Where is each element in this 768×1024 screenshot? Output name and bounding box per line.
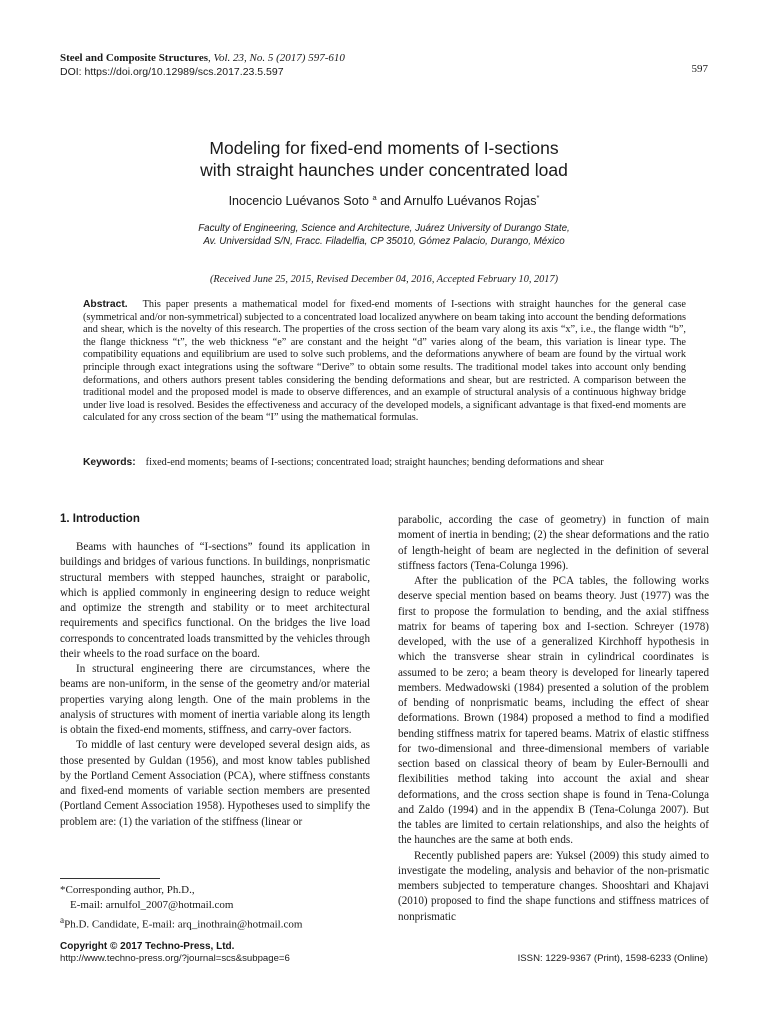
page-number: 597 xyxy=(691,63,708,75)
footnote-divider xyxy=(60,878,160,879)
abstract-text: This paper presents a mathematical model for fixed-end moments of I-sections with straight haunches for the general case (symmetrical and/or non-symmetrical) subjected to a concentrated load localized anywhere on beam taking into account the bending deformations and shear, which is the novelty of this research. The properties of the cross section of the beam vary along its axis “x”, i.e., the flange width “b”, the flange thickness “t”, the web thickness “e” are constant and the height “d” varies along of the beam, this variation is linear type. The compatibility equations and equilibrium are used to solve such problems, and the deformations anywhere of beam are found by the virtual work principle through exact integrations using the software “Derive” to obtain some results. The traditional model takes into account only bending deformations, and others authors present tables considering the bending deformations and shear, but are restricted. A comparison between the traditional model and the proposed model is made to observe differences, and an example of structural analysis of a continuous highway bridge under live load is resolved. Besides the effectiveness and accuracy of the developed models, a significant advantage is that fixed-end moments are calculated for any cross section of the beam “I” using the mathematical formulas. xyxy=(83,299,687,424)
received-dates: (Received June 25, 2015, Revised December 04, 2016, Accepted February 10, 2017) xyxy=(209,274,559,285)
paragraph: Beams with haunches of “I-sections” found its application in buildings and bridges of various functions. In buildings, nonprismatic structural members with stepped haunches, straight or parabolic, which is applied commonly in engineering design to reduce weight and optimize the strength and stability or to meet architectural requirements and specifics functional. On the bridges the live load corresponds to concentrated loads transmitted by the vehicles through their wheels to the road surface on the board. xyxy=(60,541,370,660)
right-column xyxy=(398,513,709,925)
author-2: Arnulfo Luévanos Rojas xyxy=(403,194,537,209)
author-conjunction: and xyxy=(380,194,401,209)
paragraph: Recently published papers are: Yuksel (2009) this study aimed to investigate the modeling, analysis and behavior of the non-prismatic members subjected to temperature changes. Shooshtari and Khajavi (2010) proposed to find the shape functions and stiffness matrices of nonprismatic xyxy=(398,849,709,923)
affiliation-line-1: Faculty of Engineering, Science and Architecture, Juárez University of Durango State, xyxy=(198,223,570,234)
paragraph: After the publication of the PCA tables, the following works deserve special mention based on beams theory. Just (1977) was the first to propose the formulation to bending, and the axial stiffness matrix for beams of tapering box and I-section. Schreyer (1978) developed, with the use of a generalized Kirchhoff hypothesis in which the transverse shear strain in cylindrical coordinates is assumed to be zero; a beam theory is developed for linearly tapered members. Medwadowski (1984) presented a solution of the problem of bending of nonprismatic beams, including the effect of shear deformations. Brown (1984) proposed a method to find a modified bending stiffness matrix for tapered beams. Matrix of elastic stiffness for two-dimensional and three-dimensional members of variable section based on classical theory of beam by Euler-Bernoulli and flexibilities method taking into account the axial and shear deformations, and the cross section shape is found in Tena-Colunga and Zaldo (1994) and in the appendix B (Tena-Colunga 2007). But the tables are limited to certain relationships, and also the heights of the haunches are the same at both ends. xyxy=(398,575,709,847)
title-line-1: Modeling for fixed-end moments of I-sections xyxy=(209,138,559,158)
footnote-candidate: Ph.D. Candidate, E-mail: arq_inothrain@hotmail.com xyxy=(64,918,303,931)
paragraph: In structural engineering there are circumstances, where the beams are non-uniform, in the sense of the geometry and/or material properties varying along length. One of the main problems in the analysis of structures with moment of inertia variable along its length is obtain the fixed-end moments, stiffness, and carry-over factors. xyxy=(60,663,370,736)
doi-link[interactable]: DOI: https://doi.org/10.12989/scs.2017.23.5.597 xyxy=(60,66,284,78)
paper-title xyxy=(0,137,768,181)
author-1: Inocencio Luévanos Soto xyxy=(228,194,369,209)
affiliation-line-2: Av. Universidad S/N, Fracc. Filadelfia, CP 35010, Gómez Palacio, Durango, México xyxy=(203,236,565,247)
keywords-text: fixed-end moments; beams of I-sections; concentrated load; straight haunches; bending deformations and shear xyxy=(145,457,604,468)
author-list xyxy=(0,193,768,208)
paragraph: parabolic, according the case of geometry) in function of main moment of inertia in bending; (2) the shear deformations and the ratio of length-height of beam are neglected in the definition of several stiffness factors (Tena-Colunga 1996). xyxy=(398,514,709,572)
journal-name: Steel and Composite Structures xyxy=(60,52,208,64)
copyright: Copyright © 2017 Techno-Press, Ltd. xyxy=(60,941,235,952)
left-column xyxy=(60,540,370,830)
keywords-label: Keywords: xyxy=(83,457,136,468)
abstract xyxy=(83,299,686,425)
volume-info: , Vol. 23, No. 5 (2017) 597-610 xyxy=(207,52,345,64)
footnote-candidate-line xyxy=(60,913,302,933)
author-1-marker: a xyxy=(372,193,377,202)
title-line-2: with straight haunches under concentrated load xyxy=(200,160,568,180)
author-2-marker: * xyxy=(536,193,540,202)
footnote-candidate-marker: a xyxy=(60,915,65,925)
footnote-corresponding: *Corresponding author, Ph.D., xyxy=(60,884,195,896)
section-heading: 1. Introduction xyxy=(60,513,140,525)
journal-citation xyxy=(60,52,345,64)
footnote-email: E-mail: arnulfol_2007@hotmail.com xyxy=(70,899,234,911)
abstract-label: Abstract. xyxy=(83,299,128,310)
keywords xyxy=(83,457,686,470)
journal-url[interactable]: http://www.techno-press.org/?journal=scs&subpage=6 xyxy=(60,953,290,964)
affiliation xyxy=(0,222,768,248)
issn: ISSN: 1229-9367 (Print), 1598-6233 (Online) xyxy=(517,953,708,964)
paragraph: To middle of last century were developed several design aids, as those presented by Guldan (1956), and most know tables published by the Portland Cement Association (PCA), where stiffness constants and fixed-end moments of variable section members are presented (Portland Cement Association 1958). Hypotheses used to simplify the problem are: (1) the variation of the stiffness (linear or xyxy=(60,739,370,828)
footnotes xyxy=(60,883,302,933)
